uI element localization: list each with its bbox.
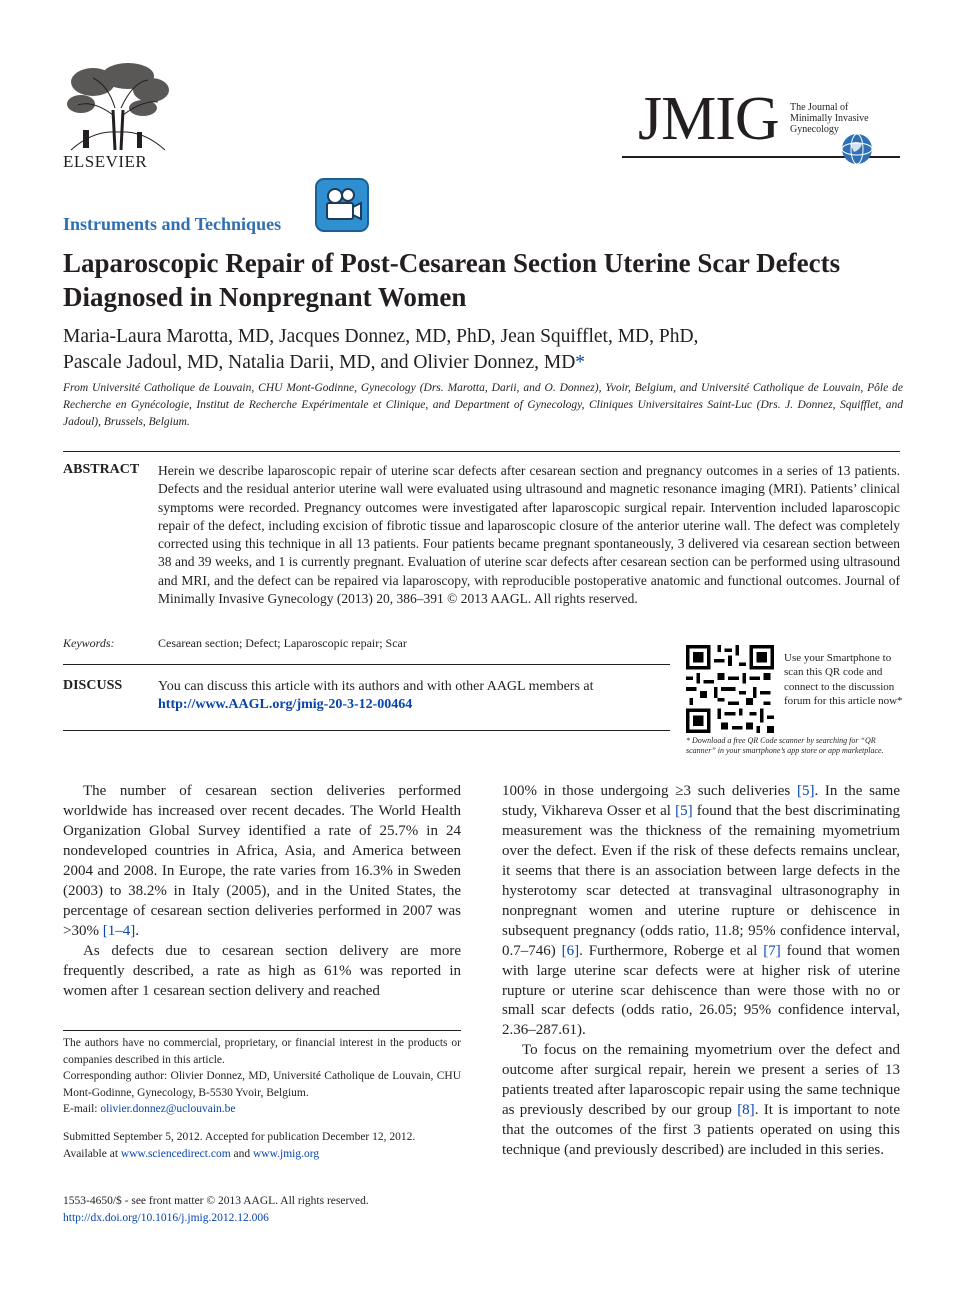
corresponding-author-note: Corresponding author: Olivier Donnez, MD, Université Catholique de Louvain, CHU Mont-Godinne, Gynecology, B-5530 Yvoir, Belgium. (63, 1070, 461, 1099)
body-column-left (63, 782, 461, 1001)
issn-line: 1553-4650/$ - see front matter © 2013 AAGL. All rights reserved. (63, 1195, 369, 1207)
sciencedirect-link[interactable]: www.sciencedirect.com (120, 1147, 231, 1160)
journal-name-line-2: Minimally Invasive (790, 113, 869, 124)
reference-link[interactable]: [6] (561, 942, 580, 959)
reference-link[interactable]: [1–4] (102, 922, 136, 939)
authors-line-1: Maria-Laura Marotta, MD, Jacques Donnez, MD, PhD, Jean Squifflet, MD, PhD, (63, 326, 699, 347)
body-text: . In the same study, Vikhareva Osser et al (502, 783, 900, 819)
journal-name-line-3: Gynecology (790, 124, 839, 135)
email-label: E-mail: (63, 1103, 101, 1115)
footnote-rule (63, 1030, 461, 1031)
qr-code-instructions: Use your Smartphone to scan this QR code and connect to the discussion forum for this article now* (784, 652, 903, 707)
body-paragraph (502, 782, 900, 1041)
reference-link[interactable]: [5] (796, 783, 815, 799)
qr-code-icon[interactable] (686, 645, 774, 733)
discuss-text (158, 678, 658, 714)
discuss-forum-link[interactable]: http://www.AAGL.org/jmig-20-3-12-00464 (158, 697, 413, 712)
body-text: found that women with large uterine scar defects were at higher risk of uterine rupture or uterine scar dehiscence than were those with no or small scar defects (odds ratio, 26.05; 95% confidence interval, 2.36–287.61). (502, 942, 900, 1039)
qr-code-footnote: * Download a free QR Code scanner by searching for “QR scanner” in your smartphone’s app store or app marketplace. (686, 736, 884, 755)
body-text: 100% in those undergoing ≥3 such deliveries (502, 783, 797, 799)
aagl-globe-icon (840, 132, 874, 166)
submission-dates: Submitted September 5, 2012. Accepted for publication December 12, 2012. (63, 1131, 416, 1143)
copyright-block (63, 1193, 461, 1226)
article-section-label: Instruments and Techniques (63, 214, 282, 234)
keywords-heading: Keywords: (63, 636, 115, 650)
body-text: . It is important to note that the outcomes of the first 3 patients operated on using this technique (and previously described) are included in this series. (502, 1102, 900, 1159)
discuss-bottom-rule (63, 730, 670, 731)
author-affiliations: From Université Catholique de Louvain, CHU Mont-Godinne, Gynecology (Drs. Marotta, Darii, and O. Donnez), Yvoir, Belgium, and Université Catholique de Louvain, Pôle de Recherche en Gynécologie, Institut de Recherche Expérimentale et Clinique, and Department of Gynecology, Cliniques Universitaires Saint-Luc (Drs. J. Donnez, Squifflet, and Jadoul), Brussels, Belgium. (63, 382, 903, 428)
available-label: Available at (63, 1147, 121, 1160)
body-text: The number of cesarean section deliveries performed worldwide has increased over recent decades. The World Health Organization Global Survey identified a rate of 25.7% in 24 nondeveloped countries in Africa, Asia, and America between 2004 and 2008. In Europe, the rate varies from 16.3% in Sweden (2003) to 38.2% in Italy (2005), and in the United States, the percentage of cesarean section deliveries performed in 2007 was >30% (63, 783, 461, 939)
article-title: Laparoscopic Repair of Post-Cesarean Section Uterine Scar Defects Diagnosed in Nonpregnant Women (63, 248, 841, 312)
journal-name-line-1: The Journal of (790, 102, 849, 113)
doi-link[interactable]: http://dx.doi.org/10.1016/j.jmig.2012.12.006 (63, 1211, 269, 1224)
body-text: To focus on the remaining myometrium over the defect and outcome after surgical repair, herein we present a series of 13 patients treated after laparoscopic repair using the same technique as previously described by our group (502, 1042, 900, 1119)
body-text: . Furthermore, Roberge et al (579, 942, 764, 959)
discuss-top-rule (63, 664, 670, 665)
abstract-top-rule (63, 451, 900, 452)
body-text: . (135, 922, 139, 939)
publisher-name: ELSEVIER (63, 152, 148, 171)
discuss-description: You can discuss this article with its authors and with other AAGL members at (158, 679, 594, 694)
keywords-text: Cesarean section; Defect; Laparoscopic repair; Scar (158, 636, 407, 650)
body-text: found that the best discriminating measurement was the thickness of the remaining myometrium over the defect. Even if the risk of these defects remains unclear, it seems that there is an association between large defects in the hysterotomy scar detected at transvaginal ultrasonography in nonpregnant women and uterine rupture or dehiscence in subsequent pregnancy (odds ratio, 11.8; 95% confidence interval, 0.7–746) (502, 802, 900, 959)
reference-link[interactable]: [7] (763, 942, 781, 959)
journal-full-name (790, 102, 890, 135)
video-camera-icon[interactable] (315, 178, 369, 232)
journal-abbrev: JMIG (638, 85, 779, 153)
submission-info (63, 1129, 461, 1162)
footnotes (63, 1035, 461, 1118)
author-list (63, 324, 923, 376)
body-paragraph (63, 782, 461, 942)
available-and: and (230, 1147, 253, 1160)
email-link[interactable]: olivier.donnez@uclouvain.be (100, 1103, 236, 1115)
body-paragraph: As defects due to cesarean section delivery are more frequently described, a rate as high as 61% was reported in women after 1 cesarean section delivery and reached (63, 942, 461, 999)
body-paragraph (502, 1041, 900, 1161)
discuss-heading: DISCUSS (63, 678, 123, 693)
authors-line-2: Pascale Jadoul, MD, Natalia Darii, MD, and Olivier Donnez, MD (63, 352, 576, 373)
corresponding-author-link[interactable]: * (575, 352, 586, 373)
reference-link[interactable]: [5] (675, 802, 693, 819)
reference-link[interactable]: [8] (737, 1102, 755, 1119)
jmig-site-link[interactable]: www.jmig.org (253, 1147, 320, 1160)
body-column-right (502, 782, 900, 1161)
abstract-heading: ABSTRACT (63, 462, 140, 477)
abstract-text: Herein we describe laparoscopic repair of uterine scar defects after cesarean section and pregnancy outcomes in a series of 13 patients. Defects and the residual anterior uterine wall were evaluated using ultrasound and magnetic resonance imaging (MRI). Patients’ clinical symptoms were recorded. Pregnancy outcomes were investigated after laparoscopic surgical repair. Intervention included laparoscopic repair of the defect, including excision of fibrotic tissue and laparoscopic closure of the anterior uterine wall. The defect was completely corrected using this technique in all 13 patients. Four patients became pregnant spontaneously, 3 delivered via cesarean section between 38 and 39 weeks, and 1 is currently pregnant. Evaluation of uterine scar defects after cesarean section can be performed using ultrasound and MRI, and the defect can be repaired via laparoscopy, with reproducible postoperative anatomic and functional outcomes. Journal of Minimally Invasive Gynecology (2013) 20, 386–391 © 2013 AAGL. All rights reserved. (158, 463, 900, 607)
disclosure-note: The authors have no commercial, proprietary, or financial interest in the products or companies described in this article. (63, 1037, 461, 1066)
